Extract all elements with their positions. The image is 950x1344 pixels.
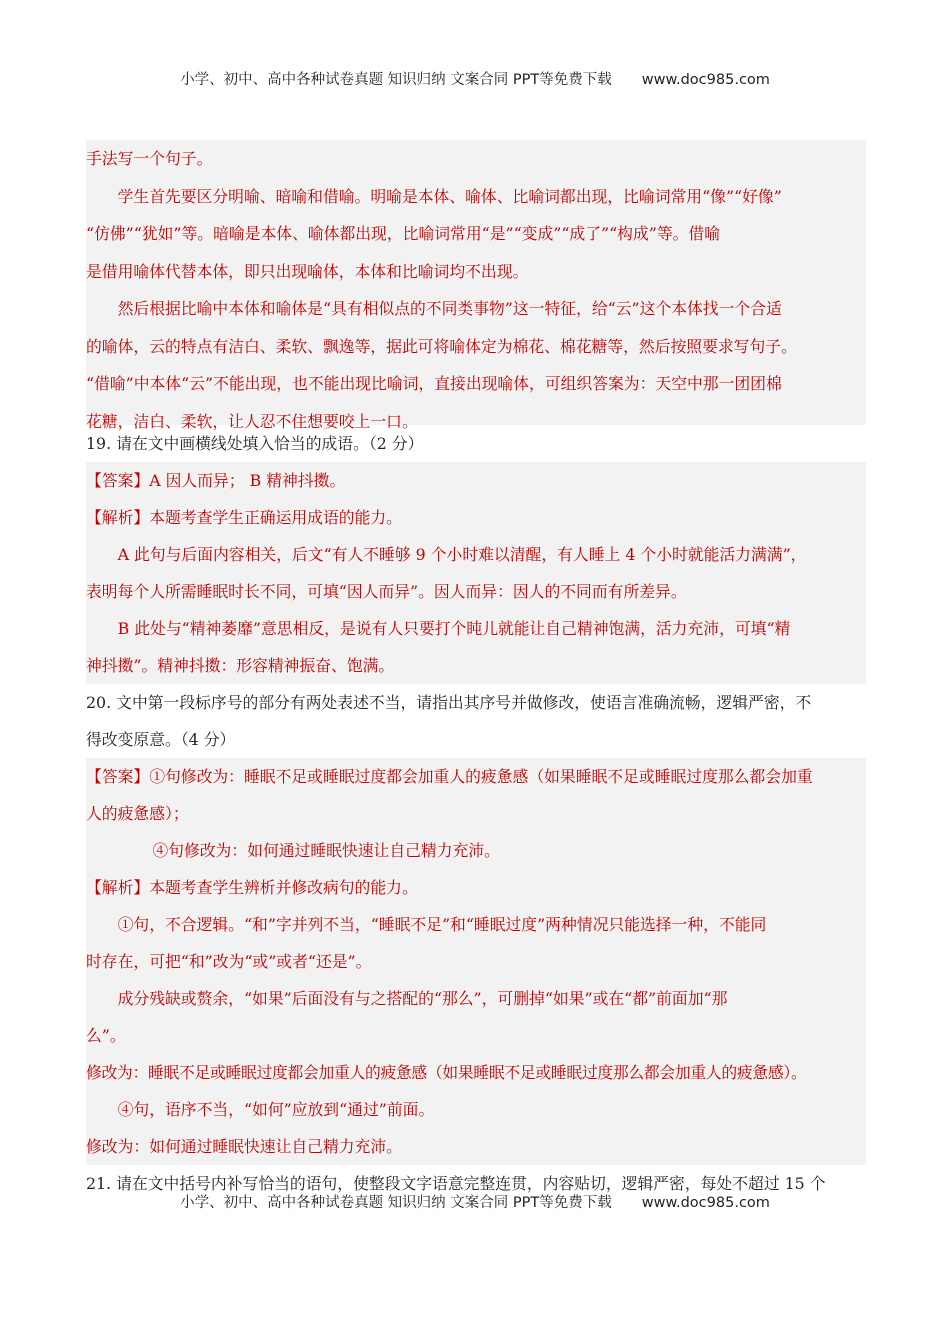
paragraph: B 此处与“精神萎靡”意思相反，是说有人只要打个盹儿就能让自己精神饱满，活力充沛，可填“精 [117, 619, 791, 638]
paragraph: ④句，语序不当，“如何”应放到“通过”前面。 [117, 1100, 435, 1119]
paragraph: 表明每个人所需睡眠时长不同，可填“因人而异”。因人而异：因人的不同而有所差异。 [86, 582, 687, 601]
header-text: 小学、初中、高中各种试卷真题 知识归纳 文案合同 PPT等免费下载 [180, 72, 612, 88]
answer-block-20 [86, 758, 866, 1165]
paragraph: 花糖，洁白、柔软，让人忍不住想要咬上一口。 [86, 411, 418, 431]
paragraph: 成分残缺或赘余，“如果”后面没有与之搭配的“那么”，可删掉“如果”或在“都”前面加“那 [117, 989, 728, 1008]
paragraph: 手法写一个句子。 [86, 149, 213, 168]
answer-block-18 [86, 140, 866, 431]
paragraph: 么”。 [86, 1026, 126, 1045]
footer-text: 小学、初中、高中各种试卷真题 知识归纳 文案合同 PPT等免费下载 [180, 1195, 612, 1211]
paragraph: 是借用喻体代替本体，即只出现喻体，本体和比喻词均不出现。 [86, 261, 529, 281]
paragraph: 神抖擞”。精神抖擞：形容精神振奋、饱满。 [86, 656, 395, 675]
paragraph: 然后根据比喻中本体和喻体是“具有相似点的不同类事物”这一特征，给“云”这个本体找一个合适 [117, 299, 782, 318]
question-20-line1: 20. 文中第一段标序号的部分有两处表述不当，请指出其序号并做修改，使语言准确流畅，逻辑严密，不 [86, 693, 812, 712]
paragraph: 修改为：睡眠不足或睡眠过度都会加重人的疲惫感（如果睡眠不足或睡眠过度那么都会加重人的疲惫感）。 [86, 1063, 807, 1082]
paragraph: ①句，不合逻辑。“和”字并列不当，“睡眠不足”和“睡眠过度”两种情况只能选择一种，不能同 [117, 915, 767, 934]
analysis-line: 【解析】本题考查学生辨析并修改病句的能力。 [86, 878, 418, 897]
page-header [0, 68, 950, 89]
paragraph: ④句修改为：如何通过睡眠快速让自己精力充沛。 [152, 841, 500, 860]
paragraph: 修改为：如何通过睡眠快速让自己精力充沛。 [86, 1137, 402, 1156]
paragraph: A 此句与后面内容相关，后文“有人不睡够 9 个小时难以清醒，有人睡上 4 个小时就能活力满满”， [117, 545, 807, 564]
paragraph: 人的疲惫感）； [86, 804, 189, 823]
answer-line: 【答案】①句修改为：睡眠不足或睡眠过度都会加重人的疲惫感（如果睡眠不足或睡眠过度那么都会加重 [86, 767, 813, 786]
document-body [86, 140, 866, 1202]
header-site: www.doc985.com [641, 72, 770, 88]
question-21: 21. 请在文中括号内补写恰当的语句，使整段文字语意完整连贯，内容贴切，逻辑严密，每处不超过 15 个 [86, 1174, 826, 1193]
paragraph: “借喻”中本体“云”不能出现，也不能出现比喻词，直接出现喻体，可组织答案为：天空中那一团团棉 [86, 374, 782, 393]
question-20-line2: 得改变原意。（4 分） [86, 730, 236, 749]
paragraph: “仿佛”“犹如”等。暗喻是本体、喻体都出现，比喻词常用“是”“变成”“成了”“构成”等。借喻 [86, 224, 721, 243]
analysis-line: 【解析】本题考查学生正确运用成语的能力。 [86, 508, 402, 527]
footer-site: www.doc985.com [641, 1195, 770, 1211]
page-footer [0, 1191, 950, 1212]
answer-block-19 [86, 462, 866, 684]
paragraph: 学生首先要区分明喻、暗喻和借喻。明喻是本体、喻体、比喻词都出现，比喻词常用“像”“好像” [117, 186, 782, 206]
answer-line: 【答案】A 因人而异； B 精神抖擞。 [86, 471, 346, 490]
paragraph: 的喻体，云的特点有洁白、柔软、飘逸等，据此可将喻体定为棉花、棉花糖等，然后按照要求写句子。 [86, 336, 797, 356]
question-19: 19. 请在文中画横线处填入恰当的成语。（2 分） [86, 434, 424, 453]
paragraph: 时存在，可把“和”改为“或”或者“还是”。 [86, 952, 372, 971]
